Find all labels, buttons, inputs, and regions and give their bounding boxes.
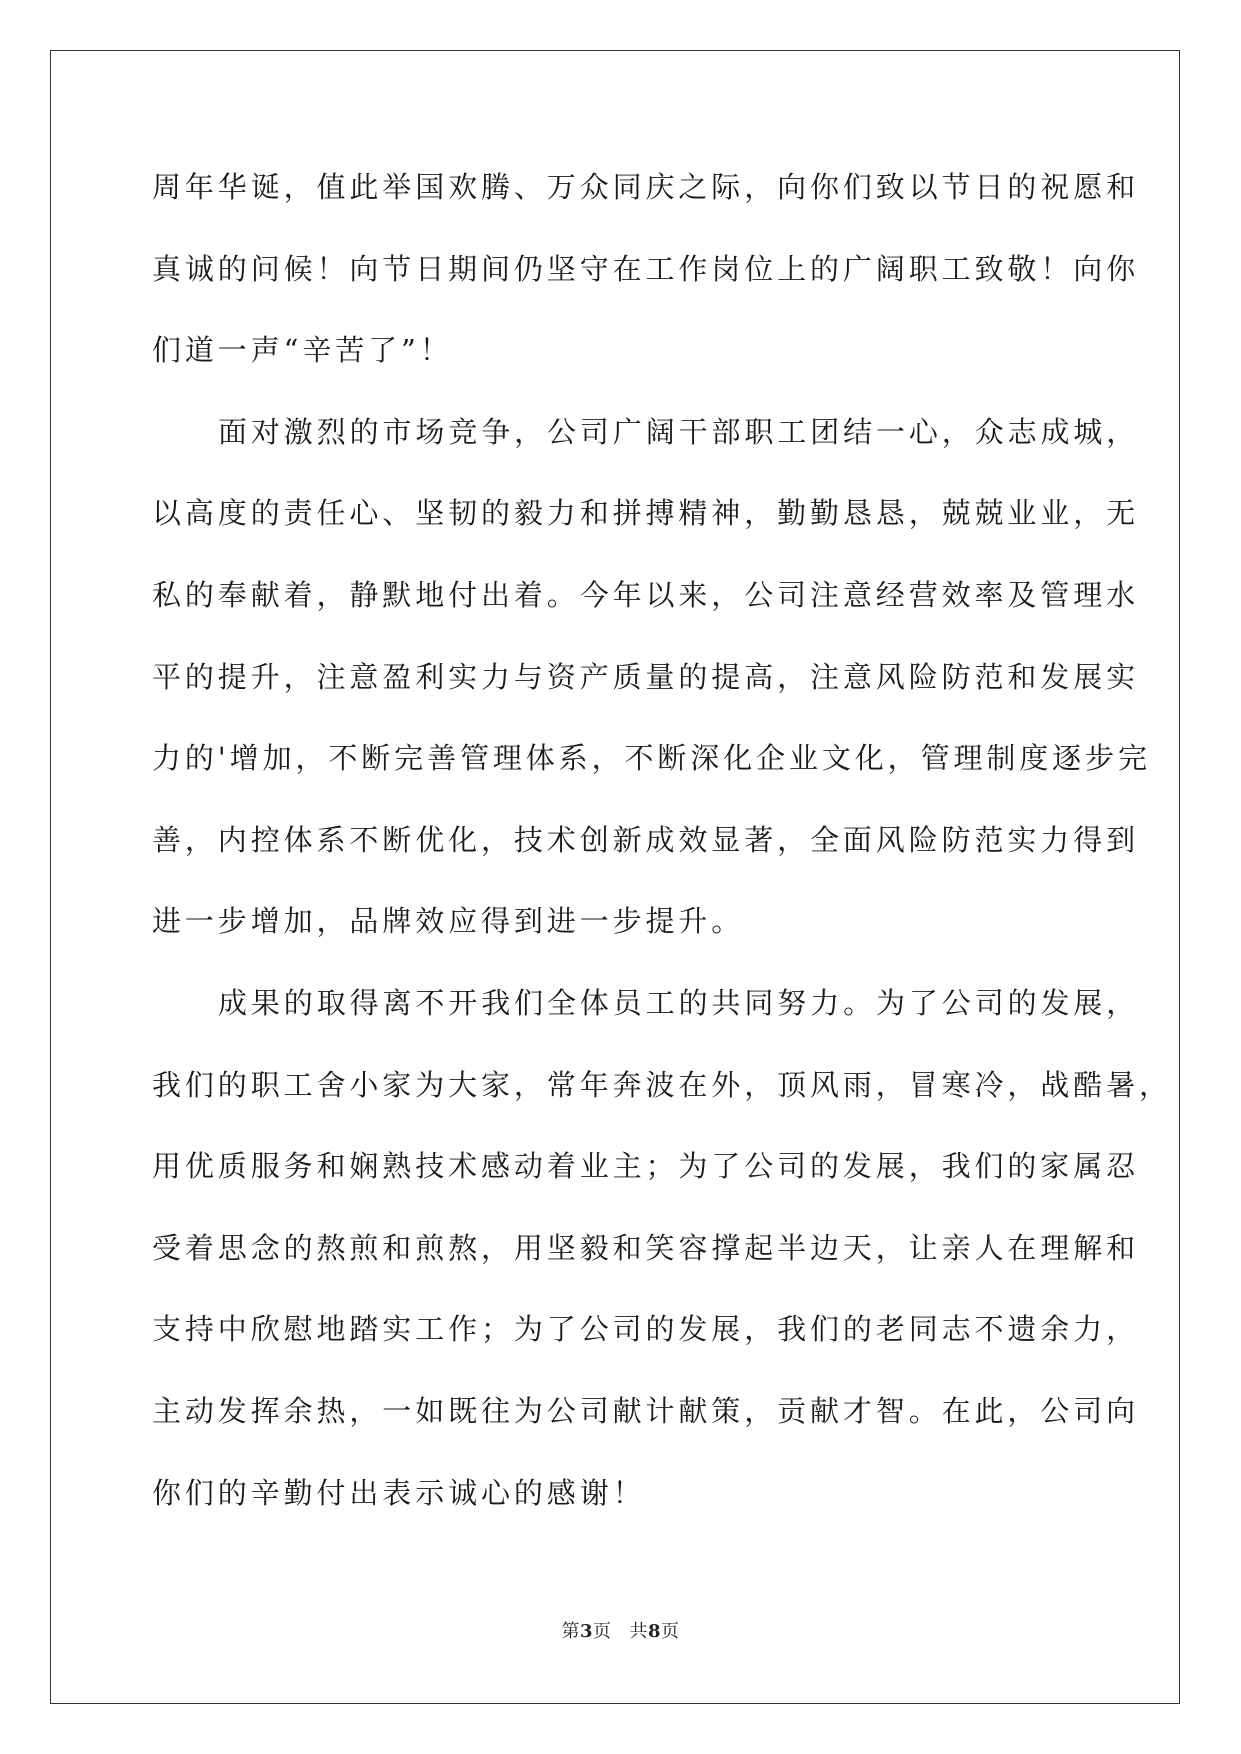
page-label-suffix: 页	[593, 1621, 612, 1642]
page-footer	[0, 1617, 1241, 1643]
total-pages: 8	[648, 1621, 662, 1642]
text-line: 你们的辛勤付出表示诚心的感谢！	[152, 1475, 646, 1510]
paragraph	[152, 963, 1172, 1534]
text-line: 私的奉献着，静默地付出着。今年以来，公司注意经营效率及管理水	[152, 577, 1140, 612]
text-line: 成果的取得离不开我们全体员工的共同努力。为了公司的发展，	[218, 985, 1140, 1020]
text-line: 主动发挥余热，一如既往为公司献计献策，贡献才智。在此，公司向	[152, 1393, 1140, 1428]
text-line: 们道一声“辛苦了”！	[152, 333, 453, 368]
paragraph	[152, 147, 1140, 392]
text-line: 进一步增加，品牌效应得到进一步提升。	[152, 904, 745, 939]
text-line: 受着思念的熬煎和煎熬，用坚毅和笑容撑起半边天，让亲人在理解和	[152, 1230, 1140, 1265]
text-line: 周年华诞，值此举国欢腾、万众同庆之际，向你们致以节日的祝愿和	[152, 170, 1140, 204]
text-line: 力的'增加，不断完善管理体系，不断深化企业文化，管理制度逐步完	[152, 741, 1151, 776]
total-label-prefix: 共	[629, 1621, 648, 1642]
text-line: 善，内控体系不断优化，技术创新成效显著，全面风险防范实力得到	[152, 822, 1140, 857]
page-number: 3	[579, 1621, 593, 1642]
text-line: 平的提升，注意盈利实力与资产质量的提高，注意风险防范和发展实	[152, 659, 1140, 694]
text-line: 真诚的问候！向节日期间仍坚守在工作岗位上的广阔职工致敬！向你	[152, 251, 1140, 286]
text-line: 以高度的责任心、坚韧的毅力和拼搏精神，勤勤恳恳，兢兢业业，无	[152, 496, 1140, 531]
document-body	[152, 147, 1172, 1534]
text-line: 用优质服务和娴熟技术感动着业主；为了公司的发展，我们的家属忍	[152, 1149, 1140, 1184]
page-label-prefix: 第	[561, 1621, 580, 1642]
paragraph	[152, 392, 1151, 963]
text-line: 我们的职工舍小家为大家，常年奔波在外，顶风雨，冒寒冷，战酷暑，	[152, 1067, 1172, 1102]
total-label-suffix: 页	[661, 1621, 680, 1642]
text-line: 面对激烈的市场竞争，公司广阔干部职工团结一心，众志成城，	[218, 414, 1140, 449]
text-line: 支持中欣慰地踏实工作；为了公司的发展，我们的老同志不遗余力，	[152, 1312, 1140, 1347]
